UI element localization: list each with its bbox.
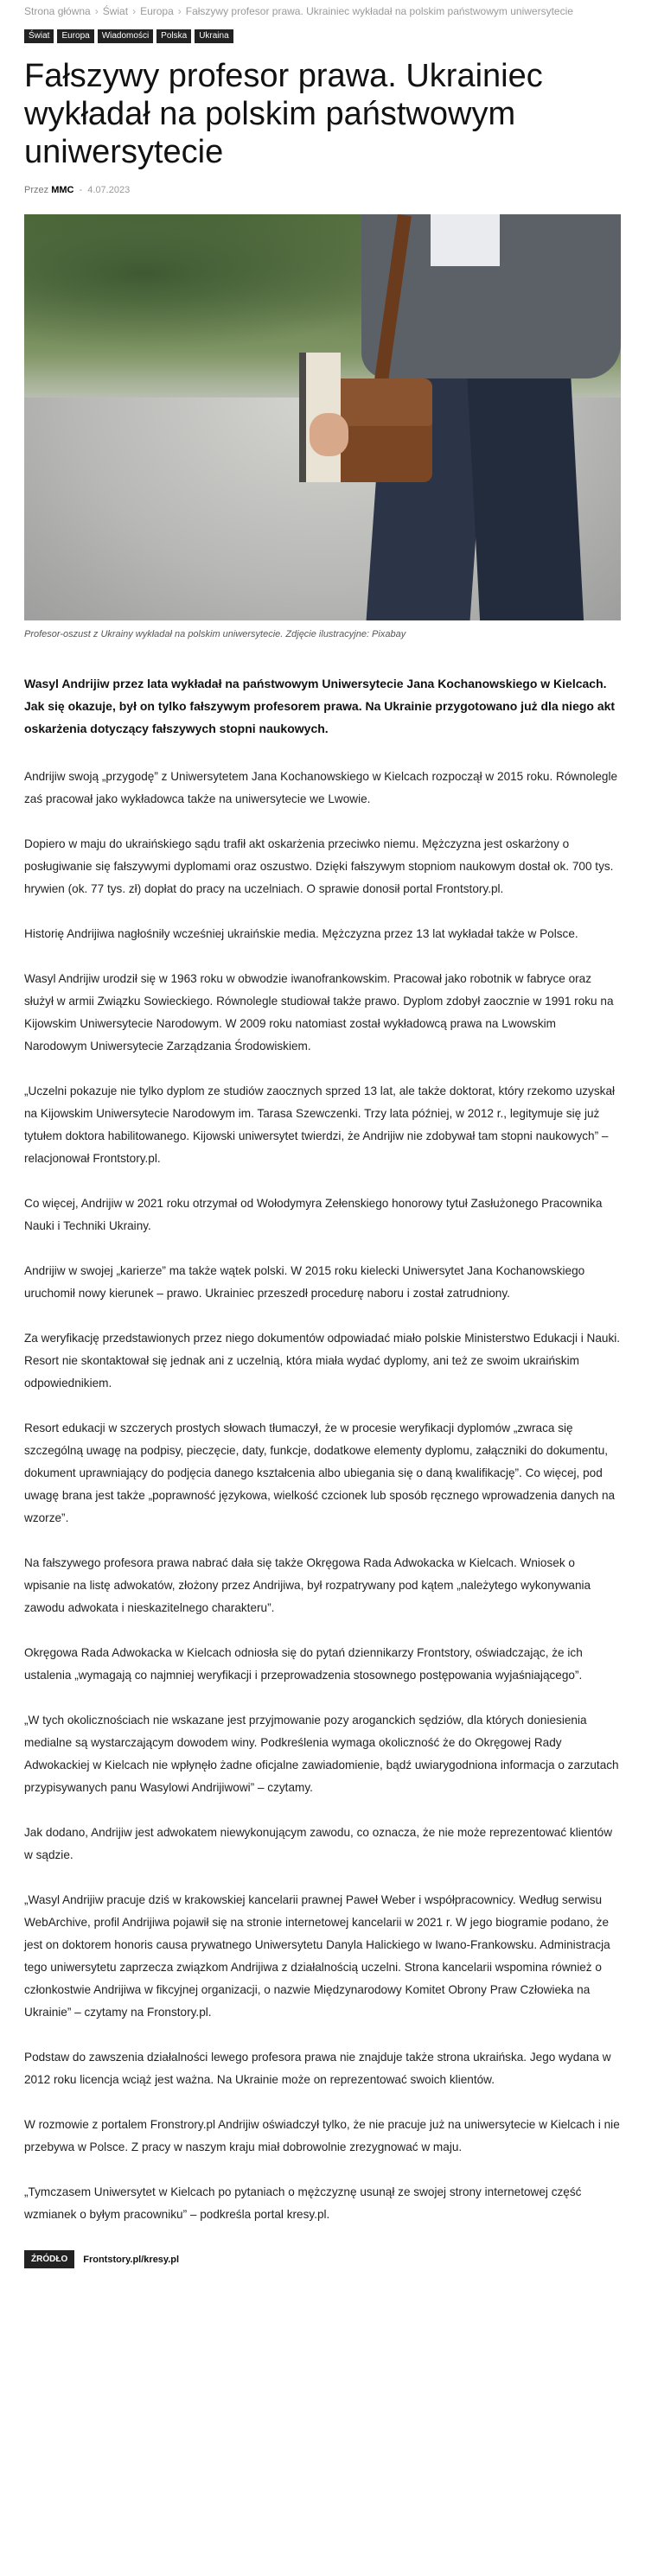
tag-europa[interactable]: Europa (57, 29, 93, 43)
breadcrumb-europe[interactable]: Europa (140, 5, 174, 17)
source-box (24, 2250, 621, 2286)
article-paragraph: Jak dodano, Andrijiw jest adwokatem niewykonującym zawodu, co oznacza, że nie może reprezentować klientów w sądzie. (24, 1826, 613, 1861)
article-paragraph: Na fałszywego profesora prawa nabrać dała się także Okręgowa Rada Adwokacka w Kielcach. Wniosek o wpisanie na listę adwokatów, złożony przez Andrijiwa, był rozpatrywany pod kątem „należytego wykonywania zawodu adwokata i nieskazitelnego charakteru”. (24, 1556, 591, 1614)
article-paragraph: W rozmowie z portalem Fronstrory.pl Andrijiw oświadczył tylko, że nie pracuje już na uniwersytecie w Kielcach i nie przebywa w Polsce. Z pracy w naszym kraju miał dobrowolnie zrezygnować w maju. (24, 2118, 620, 2153)
article-paragraph: Andrijiw swoją „przygodę” z Uniwersytetem Jana Kochanowskiego w Kielcach rozpoczął w 2015 roku. Równolegle zaś pracował jako wykładowca także na uniwersytecie we Lwowie. (24, 770, 618, 805)
source-link[interactable]: Frontstory.pl/kresy.pl (83, 2254, 180, 2265)
breadcrumb-home[interactable]: Strona główna (24, 5, 91, 17)
hero-image-hand (310, 413, 348, 456)
tag-swiat[interactable]: Świat (24, 29, 54, 43)
date-separator: - (79, 185, 83, 195)
breadcrumb-current: Fałszywy profesor prawa. Ukrainiec wykładał na polskim państwowym uniwersytecie (185, 5, 573, 17)
article-paragraph: Resort edukacji w szczerych prostych słowach tłumaczył, że w procesie weryfikacji dyplomów „zwraca się szczególną uwagę na podpisy, pieczęcie, daty, funkcje, dodatkowe elementy dyplomu, załączniki do dokumentu, dokument uprawniający do podjęcia danego kształcenia albo ubiegania się o daną kwalifikację”. Co więcej, pod uwagę brana jest także „poprawność językowa, wielkość czcionek lub sposób ręcznego wprowadzenia danych na wzorze”. (24, 1422, 616, 1524)
article-paragraph: Wasyl Andrijiw urodził się w 1963 roku w obwodzie iwanofrankowskim. Pracował jako robotnik w fabryce oraz służył w armii Związku Sowieckiego. Równolegle studiował także prawo. Dyplom zdobył zaocznie w 1991 roku na Kijowskim Uniwersytecie Narodowym. W 2009 roku natomiast został wykładowcą prawa na Lwowskim Narodowym Uniwersytecie Zarządzania Środowiskiem. (24, 972, 614, 1053)
tag-polska[interactable]: Polska (156, 29, 191, 43)
breadcrumb-world[interactable]: Świat (102, 5, 129, 17)
category-tags (24, 29, 621, 43)
hero-image-leg (467, 378, 584, 620)
publish-date: 4.07.2023 (87, 185, 131, 195)
source-label: ŹRÓDŁO (24, 2250, 74, 2268)
article-paragraph: „Uczelni pokazuje nie tylko dyplom ze studiów zaocznych sprzed 13 lat, ale także doktorat, który rzekomo uzyskał na Kijowskim Uniwersytecie Narodowym im. Tarasa Szewczenki. Trzy lata później, w 2012 r., legitymuje się już tytułem doktora habilitowanego. Kijowski uniwersytet twierdzi, że Andrijiw nie zdobywał tam stopni naukowych” – relacjonował Frontstory.pl. (24, 1084, 616, 1165)
article-paragraph: „W tych okolicznościach nie wskazane jest przyjmowanie pozy aroganckich sędziów, dla których doniesienia medialne są wystarczającym dowodem winy. Podkreślenia wymaga okoliczność że do Okręgowej Rady Adwokackiej w Kielcach nie wpłynęło żadne oficjalne zawiadomienie, bądź uwiarygodniona informacja o zarzutach przypisywanych panu Wasylowi Andrijiwowi” – czytamy. (24, 1714, 619, 1794)
article-paragraph: Co więcej, Andrijiw w 2021 roku otrzymał od Wołodymyra Zełenskiego honorowy tytuł Zasłużonego Pracownika Nauki i Techniki Ukrainy. (24, 1197, 603, 1232)
article-title: Fałszywy profesor prawa. Ukrainiec wykładał na polskim państwowym uniwersytecie (24, 58, 543, 170)
tag-wiadomosci[interactable]: Wiadomości (98, 29, 153, 43)
article-lead: Wasyl Andrijiw przez lata wykładał na państwowym Uniwersytecie Jana Kochanowskiego w Kielcach. Jak się okazuje, był on tylko fałszywym profesorem prawa. Na Ukrainie przygotowano już dla niego akt oskarżenia dotyczący fałszywych stopni naukowych. (24, 677, 616, 735)
article-paragraph: Podstaw do zawszenia działalności lewego profesora prawa nie znajduje także strona ukraińska. Jego wydana w 2012 roku licencja wciąż jest ważna. Na Ukrainie może on reprezentować swoich klientów. (24, 2051, 611, 2086)
tag-ukraina[interactable]: Ukraina (195, 29, 233, 43)
hero-image-shirt (431, 214, 500, 266)
author-link[interactable]: MMC (51, 185, 74, 195)
article-paragraph: Dopiero w maju do ukraińskiego sądu trafił akt oskarżenia przeciwko niemu. Mężczyzna jest oskarżony o posługiwanie się fałszywymi dyplomami oraz oszustwo. Dzięki fałszywym stopniom naukowym dostał ok. 700 tys. hrywien (ok. 77 tys. zł) dopłat do pracy na uczelniach. O sprawie donosił portal Frontstory.pl. (24, 837, 614, 895)
breadcrumb-separator-icon: › (132, 5, 137, 17)
by-label: Przez (24, 185, 49, 195)
article-paragraph: „Wasyl Andrijiw pracuje dziś w krakowskiej kancelarii prawnej Paweł Weber i współpracownicy. Według serwisu WebArchive, profil Andrijiwa pojawił się na stronie internetowej kancelarii w 2021 r. W jego biogramie podano, że jest on doktorem honoris causa prywatnego Uniwersytetu Danyla Halickiego w Iwano-Frankowsku. Administracja tego uniwersytetu zaprzecza związkom Andrijiwa z działalnością uczelni. Strona kancelarii wspomina również o członkostwie Andrijiwa w fikcyjnej organizacji, o nazwie Międzynarodowy Komitet Obrony Praw Człowieka na Ukrainie” – czytamy na Fronstory.pl. (24, 1893, 610, 2019)
article-paragraph: Okręgowa Rada Adwokacka w Kielcach odniosła się do pytań dziennikarzy Frontstory, oświadczając, że ich ustalenia „wymagają co najmniej weryfikacji i przeprowadzenia stosownego postępowania wyjaśniającego”. (24, 1646, 583, 1682)
article-meta (24, 185, 621, 199)
article-paragraph: „Tymczasem Uniwersytet w Kielcach po pytaniach o mężczyznę usunął ze swojej strony internetowej część wzmianek o byłym pracowniku” – podkreśla portal kresy.pl. (24, 2185, 582, 2221)
article-paragraph: Andrijiw w swojej „karierze” ma także wątek polski. W 2015 roku kielecki Uniwersytet Jana Kochanowskiego uruchomił nowy kierunek – prawo. Ukrainiec przeszedł procedurę naboru i został zatrudniony. (24, 1264, 585, 1300)
article-paragraph: Za weryfikację przedstawionych przez niego dokumentów odpowiadać miało polskie Ministerstwo Edukacji i Nauki. Resort nie skontaktował się jednak ani z uczelnią, która miała wydać dyplomy, ani też ze swoim ukraińskim odpowiednikiem. (24, 1332, 621, 1390)
article-paragraph: Historię Andrijiwa nagłośniły wcześniej ukraińskie media. Mężczyzna przez 13 lat wykładał także w Polsce. (24, 927, 578, 940)
breadcrumb-separator-icon: › (177, 5, 182, 17)
hero-image (24, 214, 621, 620)
image-caption: Profesor-oszust z Ukrainy wykładał na polskim uniwersytecie. Zdjęcie ilustracyjne: Pixabay (24, 629, 406, 639)
breadcrumb (24, 0, 621, 22)
breadcrumb-separator-icon: › (94, 5, 99, 17)
